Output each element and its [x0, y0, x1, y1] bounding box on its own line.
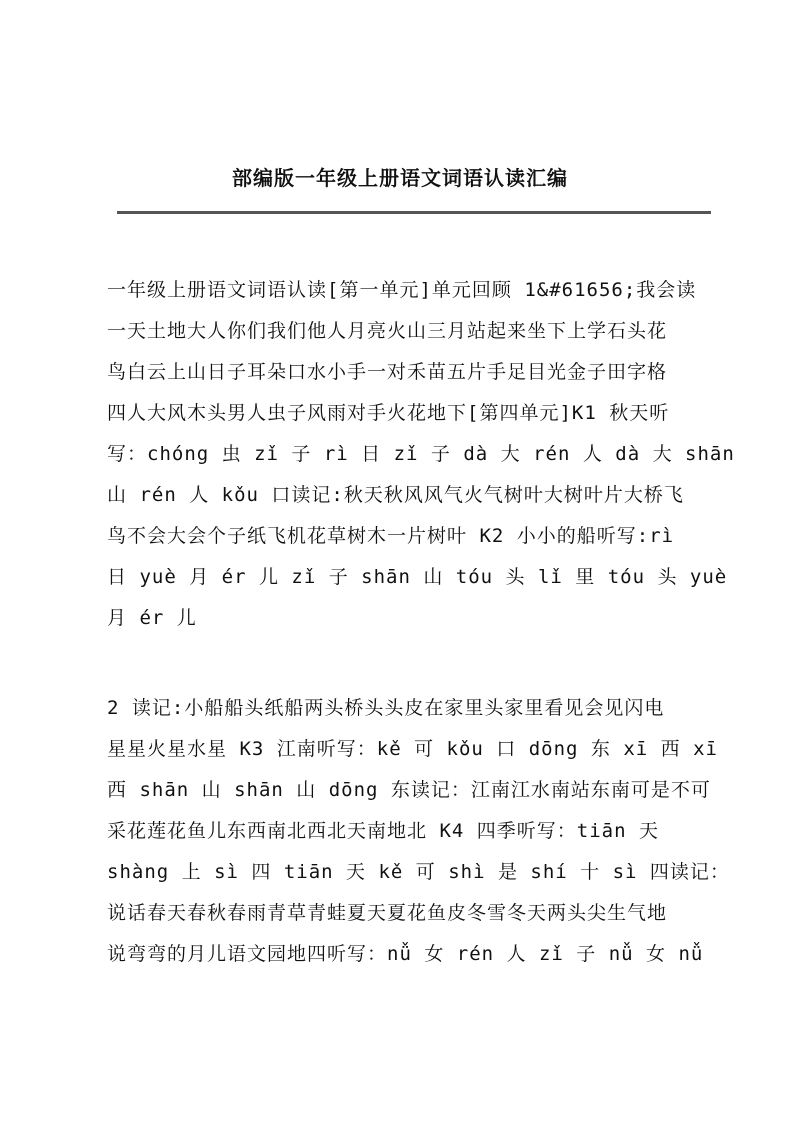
text-line: 写：chóng 虫 zǐ 子 rì 日 zǐ 子 dà 大 rén 人 dà 大 shān [107, 443, 735, 465]
text-line: 说话春天春秋春雨青草青蛙夏天夏花鱼皮冬雪冬天两头尖生气地 [107, 902, 668, 924]
text-line: 一天土地大人你们我们他人月亮火山三月站起来坐下上学石头花 [107, 320, 668, 342]
text-line: 鸟白云上山日子耳朵口水小手一对禾苗五片手足目光金子田字格 [107, 361, 668, 383]
text-line: 山 rén 人 kǒu 口读记:秋天秋风风气火气树叶大树叶片大桥飞 [107, 484, 684, 506]
paragraph-2 [107, 688, 730, 975]
text-line: 2 读记:小船船头纸船两头桥头头皮在家里头家里看见会见闪电 [107, 697, 665, 719]
title-divider [117, 211, 711, 214]
text-line: 一年级上册语文词语认读[第一单元]单元回顾 1&#61656;我会读 [107, 279, 697, 301]
paragraph-1 [107, 270, 735, 639]
text-line: 西 shān 山 shān 山 dōng 东读记：江南江水南站东南可是不可 [107, 779, 711, 801]
text-line: 采花莲花鱼儿东西南北西北天南地北 K4 四季听写：tiān 天 [107, 820, 659, 842]
text-line: shàng 上 sì 四 tiān 天 kě 可 shì 是 shí 十 sì 四读记： [107, 861, 730, 883]
text-line: 鸟不会大会个子纸飞机花草树木一片树叶 K2 小小的船听写:rì [107, 525, 675, 547]
text-line: 月 ér 儿 [107, 607, 197, 629]
text-line: 星星火星水星 K3 江南听写：kě 可 kǒu 口 dōng 东 xī 西 xī [107, 738, 718, 760]
document-title: 部编版一年级上册语文词语认读汇编 [232, 166, 568, 190]
text-line: 四人大风木头男人虫子风雨对手火花地下[第四单元]K1 秋天听 [107, 402, 670, 424]
text-line: 日 yuè 月 ér 儿 zǐ 子 shān 山 tóu 头 lǐ 里 tóu 头 yuè [107, 566, 728, 588]
text-line: 说弯弯的月儿语文园地四听写：nǚ 女 rén 人 zǐ 子 nǚ 女 nǚ [107, 943, 704, 965]
